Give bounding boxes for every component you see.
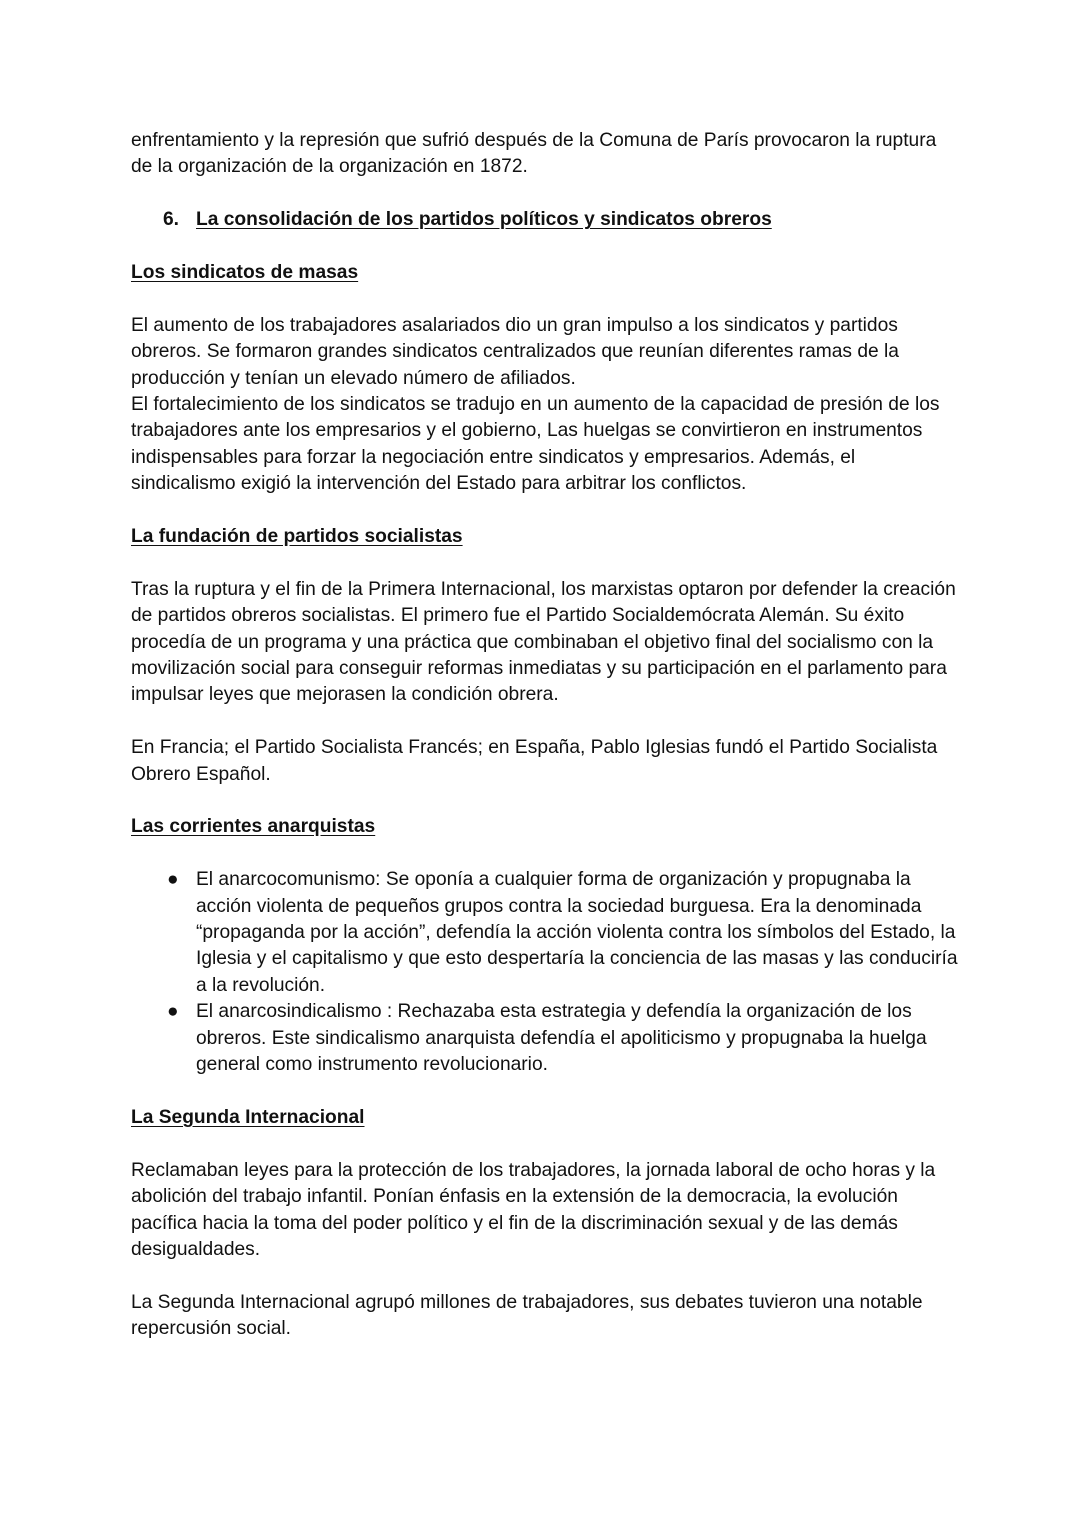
section-title: La consolidación de los partidos políticos y sindicatos obreros (196, 209, 772, 231)
sindicatos-paragraph-2: El fortalecimiento de los sindicatos se tradujo en un aumento de la capacidad de presión de los trabajadores ante los empresarios y el gobierno, Las huelgas se convirtieron en instrumentos indispensables para forzar la negociación entre sindicatos y empresarios. Además, el sindicalismo exigió la intervención del Estado para arbitrar los conflictos. (131, 394, 940, 495)
heading-partidos: La fundación de partidos socialistas (131, 526, 463, 548)
segunda-paragraph-2: La Segunda Internacional agrupó millones de trabajadores, sus debates tuvieron una notable repercusión social. (131, 1291, 923, 1340)
partidos-paragraph-1: Tras la ruptura y el fin de la Primera Internacional, los marxistas optaron por defender la creación de partidos obreros socialistas. El primero fue el Partido Socialdemócrata Alemán. Su éxito procedía de un programa y una práctica que combinaban el objetivo final del socialismo con la movilización social para conseguir reformas inmediatas y su participación en el parlamento para impulsar leyes que mejorasen la condición obrera. (131, 578, 956, 706)
anarquistas-list (131, 867, 961, 1078)
segunda-paragraph-1: Reclamaban leyes para la protección de los trabajadores, la jornada laboral de ocho horas y la abolición del trabajo infantil. Ponían énfasis en la extensión de la democracia, la evolución pacífica hacia la toma del poder político y el fin de la discriminación sexual y de las demás desigualdades. (131, 1159, 936, 1260)
heading-sindicatos: Los sindicatos de masas (131, 262, 359, 283)
section-number: 6. (163, 209, 180, 231)
heading-segunda-internacional: La Segunda Internacional (131, 1106, 365, 1128)
list-item (131, 999, 961, 1078)
list-item-text: El anarcosindicalismo : Rechazaba esta estrategia y defendía la organización de los obreros. Este sindicalismo anarquista defendía el apoliticismo y propugnaba la huelga general como instrumento revolucionario. (196, 1001, 927, 1076)
sindicatos-paragraph-1: El aumento de los trabajadores asalariados dio un gran impulso a los sindicatos y partidos obreros. Se formaron grandes sindicatos centralizados que reunían diferentes ramas de la producción y tenían un elevado número de afiliados. (131, 314, 899, 389)
intro-paragraph: enfrentamiento y la represión que sufrió después de la Comuna de París provocaron la ruptura de la organización de la organización en 1872. (131, 130, 937, 178)
list-item (131, 867, 961, 999)
section-6-heading (163, 207, 961, 233)
list-item-text: El anarcocomunismo: Se oponía a cualquier forma de organización y propugnaba la acción violenta de pequeños grupos contra la sociedad burguesa. Era la denominada “propaganda por la acción”, defendía la acción violenta contra los símbolos del Estado, la Iglesia y el capitalismo y que esto despertaría la conciencia de las masas y las conduciría a la revolución. (196, 869, 958, 996)
bullet-icon: ● (167, 869, 179, 891)
document-page (131, 128, 961, 1343)
partidos-paragraph-2: En Francia; el Partido Socialista Francés; en España, Pablo Iglesias fundó el Partido Socialista Obrero Español. (131, 737, 938, 785)
bullet-icon: ● (167, 1001, 179, 1023)
heading-anarquistas: Las corrientes anarquistas (131, 816, 376, 838)
